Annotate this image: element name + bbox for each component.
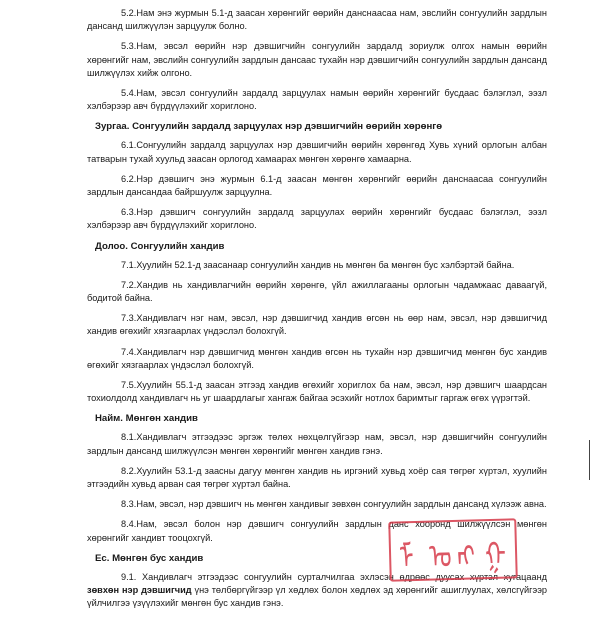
section-heading-6: Зургаа. Сонгуулийн зардалд зарцуулах нэр дэвшигчийн өөрийн хөрөнгө (95, 121, 443, 133)
paragraph-7-2: 7.2.Хандив нь хандивлагчийн өөрийн хөрөнгө, үйл ажиллагааны орлогын чадамжаас даваагүй, бодитой байна. (87, 279, 547, 304)
paragraph-6-3: 6.3.Нэр дэвшигч сонгуулийн зардалд зарцуулах өөрийн хөрөнгийг бусдаас бэлэглэл, ээзл хэлбэрээр авч бүрдүүлэхийг хориглоно. (87, 207, 547, 231)
stamp-seal-glyph-icon: ᠩ (456, 535, 476, 576)
section-heading-7: Долоо. Сонгуулийн хандив (95, 240, 225, 252)
official-stamp (388, 518, 518, 581)
paragraph-8-4: 8.4.Нам, эвсэл болон нэр дэвшигч сонгуулийн зардлын данс хооронд шилжүүлсэн мөнгөн хөрөнгийг хандивт тооцохгүй. (87, 519, 547, 543)
paragraph-6-1: 6.1.Сонгуулийн зардалд зарцуулах нэр дэвшигчийн өөрийн хөрөнгөд Хувь хүний орлогын албан татварын тухай хуульд заасан орлогод хамаарах мөнгөн хөрөнгө хамаарна. (87, 140, 547, 164)
margin-line (589, 440, 590, 480)
section-heading-9: Ес. Мөнгөн бус хандив (95, 552, 204, 564)
stamp-seal-glyph-icon: ᠭ (484, 535, 507, 575)
paragraph-7-5: 7.5.Хуулийн 55.1-д заасан этгээд хандив өгөхийг хориглох ба нам, эвсэл, нэр дэвшигч шаардсан тохиолдолд хандивлагч нь уг шаардлагыг хангаж байгаа эсэхийг нотлох баримтыг гаргаж өгөх үүрэгтэй. (87, 380, 547, 404)
stamp-seal-glyph-icon: ᠮ (398, 537, 415, 578)
paragraph-5-3: 5.3.Нам, эвсэл өөрийн нэр дэвшигчийн сонгуулийн зардалд зориулж олгох намын өөрийн хөрөнгийг нам, эвслийн сонгуулийн зардлын дансаас тухайн нэр дэвшигчийн сонгуулийн зардлын дансанд шилжүүлэх хийж олгоно. (87, 41, 547, 78)
paragraph-5-2: 5.2.Нам энэ журмын 5.1-д заасан хөрөнгийг өөрийн данснаасаа нам, эвслийн сонгуулийн зардлын дансанд шилжүүлэн зарцуулж болно. (87, 8, 547, 32)
paragraph-8-2: 8.2.Хуулийн 53.1-д заасны дагуу мөнгөн хандив нь иргэний хувьд хоёр сая төгрөг хүртэл, хуулийн этгээдийн хувьд арван сая төгрөг хүртэл байна. (87, 465, 547, 490)
paragraph-6-2: 6.2.Нэр дэвшигч энэ журмын 6.1-д заасан мөнгөн хөрөнгийг өөрийн данснаасаа сонгуулийн зардлын дансандаа байршуулж зарцуулна. (87, 173, 547, 198)
paragraph-7-1: 7.1.Хуулийн 52.1-д заасанаар сонгуулийн хандив нь мөнгөн ба мөнгөн бус хэлбэртэй байна. (121, 259, 515, 270)
paragraph-5-4: 5.4.Нам, эвсэл сонгуулийн зардалд зарцуулах намын өөрийн хөрөнгийг бусдаас бэлэглэл, ээзл хэлбэрээр авч бүрдүүлэхийг хориглоно. (87, 88, 547, 112)
paragraph-8-3: 8.3.Нам, эвсэл, нэр дэвшигч нь мөнгөн хандивыг зөвхөн сонгуулийн зардлын дансанд хүлээж авна. (121, 499, 547, 510)
paragraph-9-1-start: 9.1. Хандивлагч этгээдээс сонгуулийн сурталчилгаа эхлэсэн өдрөөс дуусах хүртэл хугацаанд (121, 571, 547, 582)
paragraph-9-1-emphasis: зөвхөн нэр дэвшигчид (87, 585, 192, 596)
paragraph-7-3: 7.3.Хандивлагч нэг нам, эвсэл, нэр дэвшигчид хандив өгсөн нь өөр нам, эвсэл, нэр дэвшигчид хандив өгөхийг хязгаарлах үндэслэл болохгүй. (87, 313, 547, 337)
paragraph-8-1: 8.1.Хандивлагч этгээдээс эргэж төлөх нөхцөлгүйгээр нам, эвсэл, нэр дэвшигчийн сонгуулийн зардлын дансанд шилжүүлсэн мөнгөн хөрөнгийг мөнгөн хандив гэнэ. (87, 432, 547, 456)
paragraph-9-1-end: үнэ төлбөргүйгээр үл хөдлөх болон хөдлөх эд хөрөнгийг ашиглуулах, хөлсгүйгээр үйлчилгээ үзүүлэхийг мөнгөн бус хандив гэнэ. (87, 585, 547, 609)
paragraph-7-4: 7.4.Хандивлагч нэр дэвшигчид мөнгөн хандив өгсөн нь тухайн нэр дэвшигчид мөнгөн бус хандив өгөхийг хязгаарлах үндэслэл болохгүй. (87, 346, 547, 370)
stamp-seal-glyph-icon: ᠣ (428, 536, 453, 577)
section-heading-8: Найм. Мөнгөн хандив (95, 413, 198, 425)
